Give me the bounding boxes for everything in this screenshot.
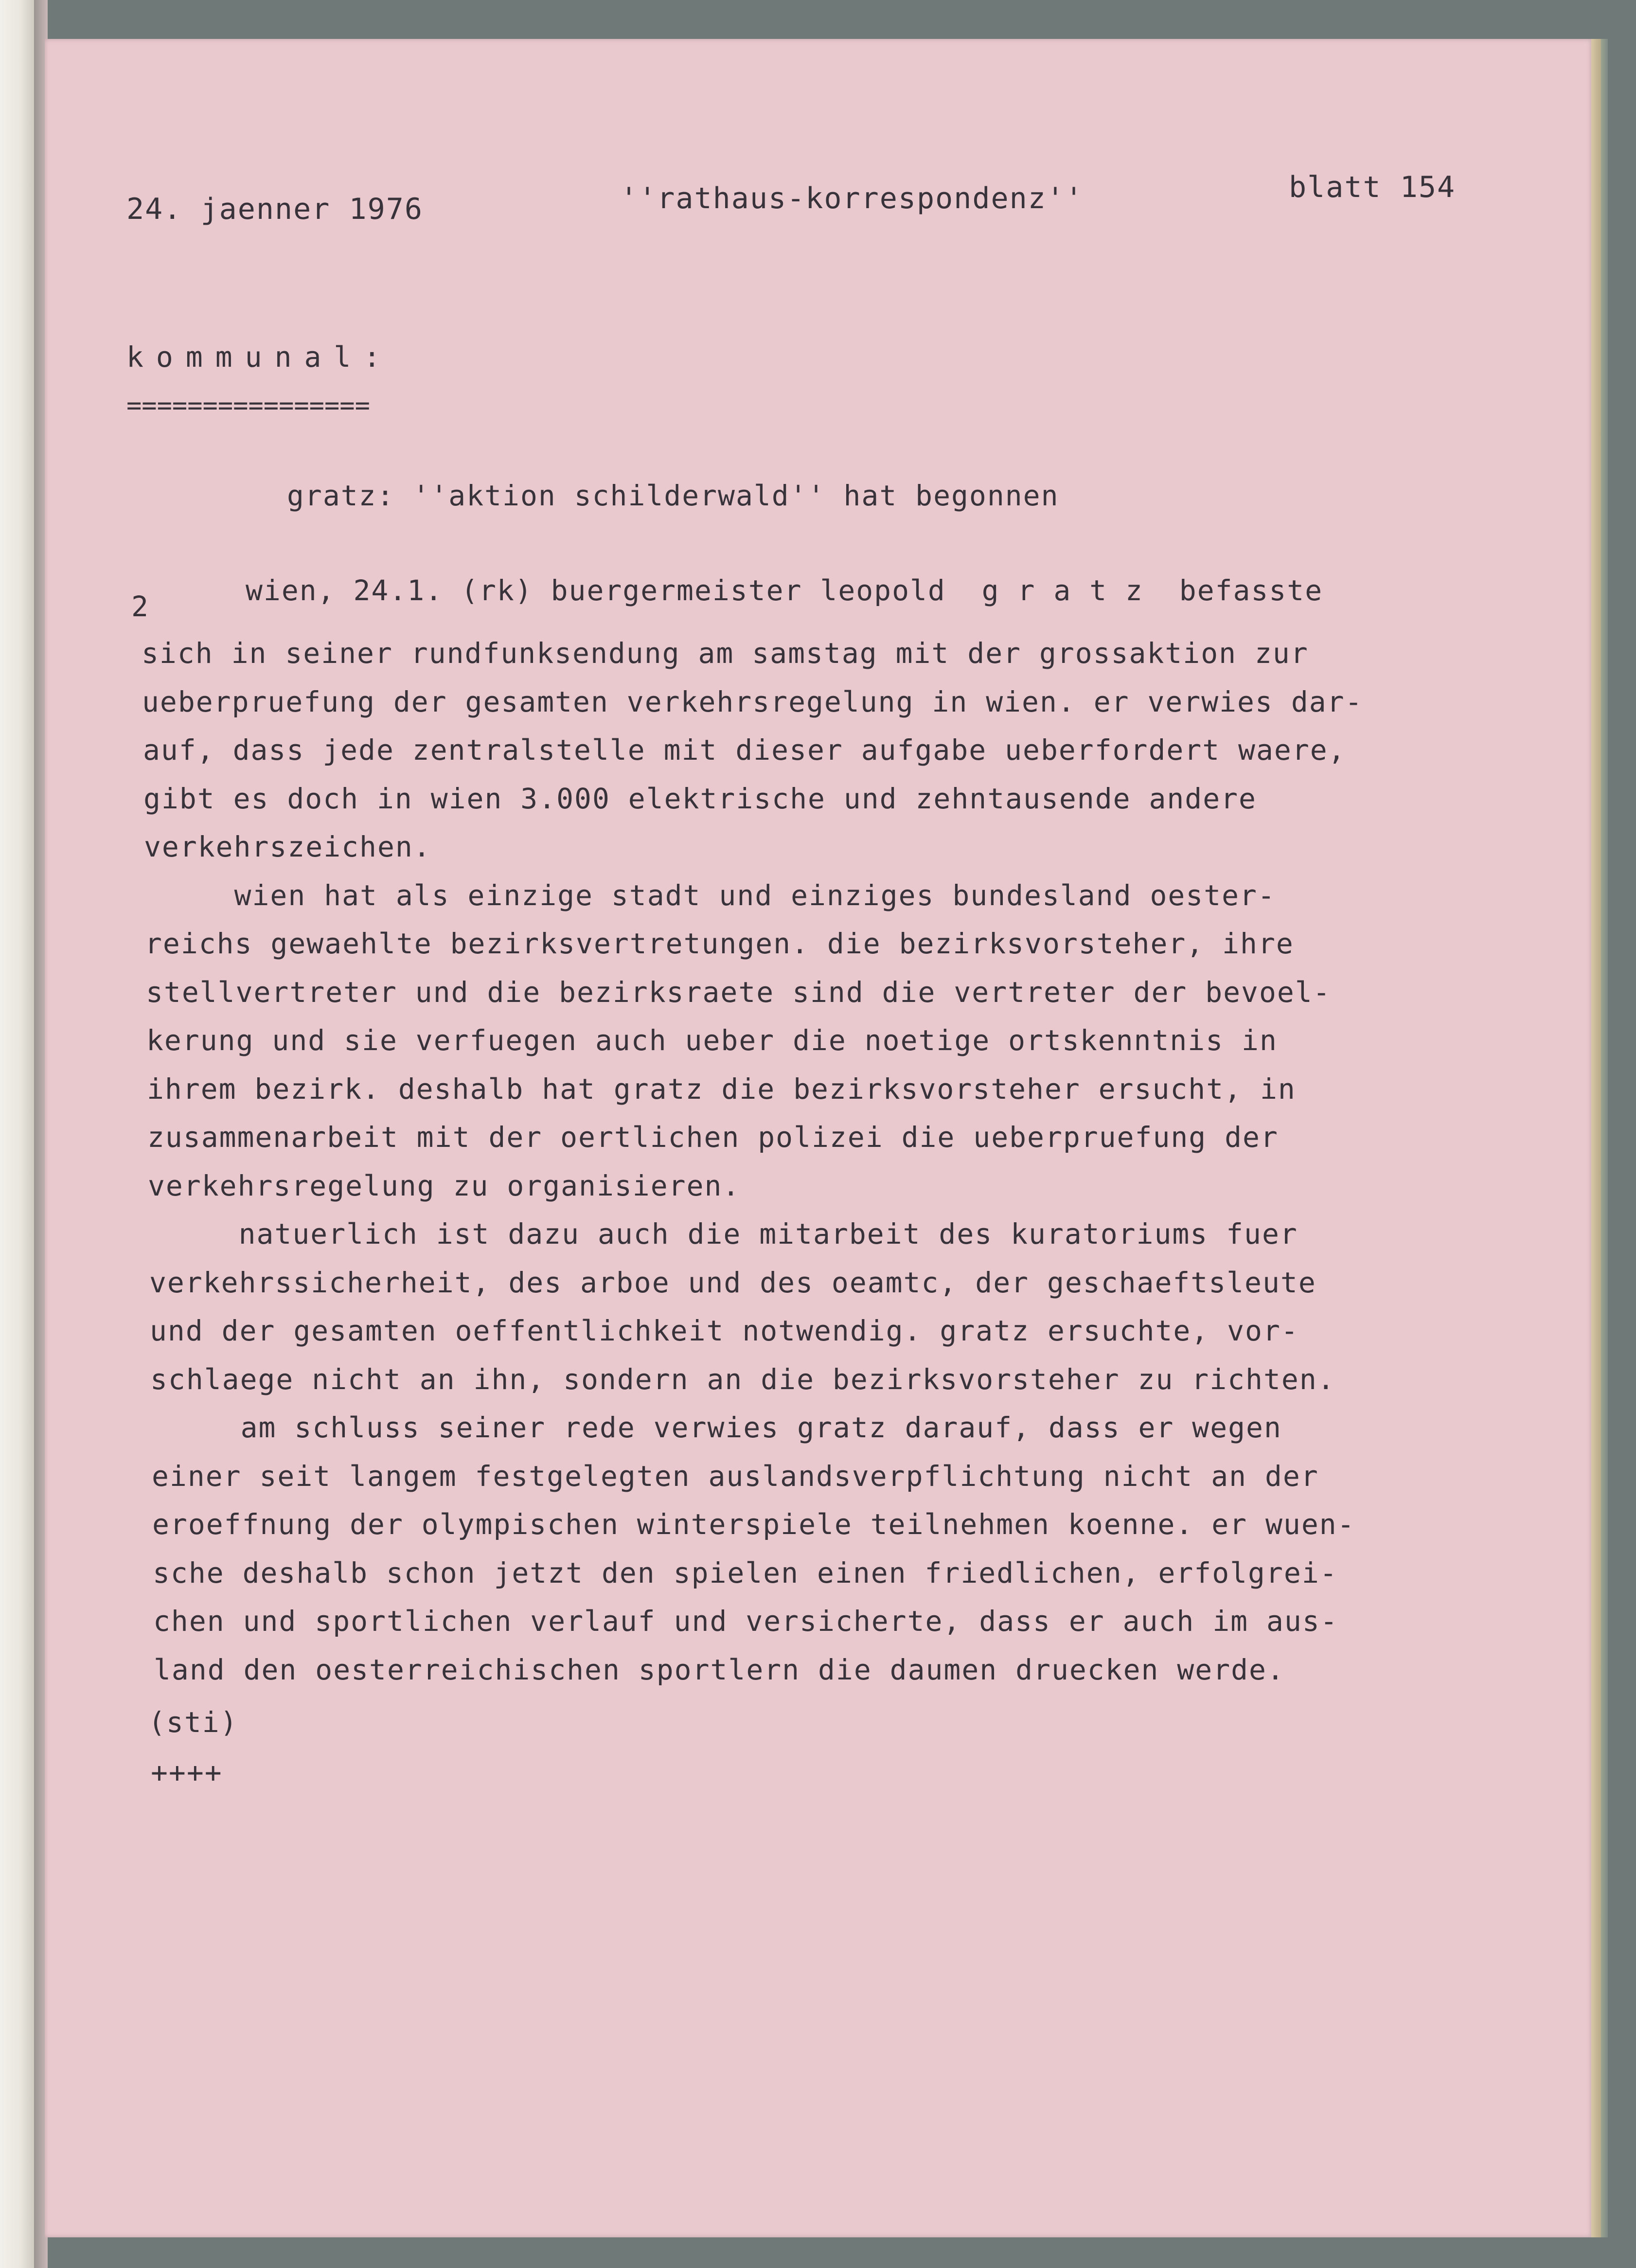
body-line: schlaege nicht an ihn, sondern an die bezirksvorsteher zu richten. [150,1363,1335,1396]
binding-edge [0,0,34,2268]
body-line: einer seit langem festgelegten auslandsverpflichtung nicht an der [152,1460,1319,1493]
end-mark: ++++ [151,1756,223,1789]
header-sheet-number: blatt 154 [1289,170,1456,204]
body-line: am schluss seiner rede verwies gratz darauf, dass er wegen [151,1411,1282,1444]
body-line: zusammenarbeit mit der oertlichen polizei die ueberpruefung der [147,1121,1279,1154]
body-line: reichs gewaehlte bezirksvertretungen. die bezirksvorsteher, ihre [145,927,1294,960]
body-line: ueberpruefung der gesamten verkehrsregelung in wien. er verwies dar- [142,685,1363,718]
body-line: auf, dass jede zentralstelle mit dieser aufgabe ueberfordert waere, [143,733,1346,767]
body-line: ihrem bezirk. deshalb hat gratz die bezirksvorsteher ersucht, in [147,1072,1296,1106]
page-edge-outer [1601,39,1608,2237]
body-line: sich in seiner rundfunksendung am samstag mit der grossaktion zur [142,637,1309,670]
body-line: wien hat als einzige stadt und einziges bundesland oester- [144,879,1276,912]
body-line: stellvertreter und die bezirksraete sind die vertreter der bevoel- [146,976,1331,1009]
body-line: und der gesamten oeffentlichkeit notwendig. gratz ersuchte, vor- [150,1314,1299,1347]
body-line: verkehrsregelung zu organisieren. [148,1169,741,1202]
body-line: verkehrszeichen. [144,830,431,863]
author-initials: (sti) [148,1706,238,1739]
page-edge [1591,39,1601,2237]
body-line: land den oesterreichischen sportlern die daumen druecken werde. [154,1653,1285,1686]
body-line: kerung und sie verfuegen auch ueber die noetige ortskenntnis in [146,1024,1278,1057]
body-line: verkehrssicherheit, des arboe und des oeamtc, der geschaeftsleute [149,1266,1316,1299]
article-number: 2 [131,590,149,623]
article-headline: gratz: ''aktion schilderwald'' hat begonnen [287,479,1059,512]
body-line: chen und sportlichen verlauf und versicherte, dass er auch im aus- [153,1605,1338,1638]
section-title: kommunal: [126,340,393,374]
body-line: natuerlich ist dazu auch die mitarbeit des kuratoriums fuer [149,1217,1298,1250]
body-line: wien, 24.1. (rk) buergermeister leopold g r a t z befasste [246,574,1323,607]
body-line: eroeffnung der olympischen winterspiele teilnehmen koenne. er wuen- [152,1508,1355,1541]
body-line: gibt es doch in wien 3.000 elektrische und zehntausende andere [143,782,1257,815]
section-rule: ================ [126,391,370,420]
body-line: sche deshalb schon jetzt den spielen einen friedlichen, erfolgrei- [153,1556,1338,1589]
header-publication: ''rathaus-korrespondenz'' [620,181,1084,215]
header-date: 24. jaenner 1976 [126,192,423,226]
